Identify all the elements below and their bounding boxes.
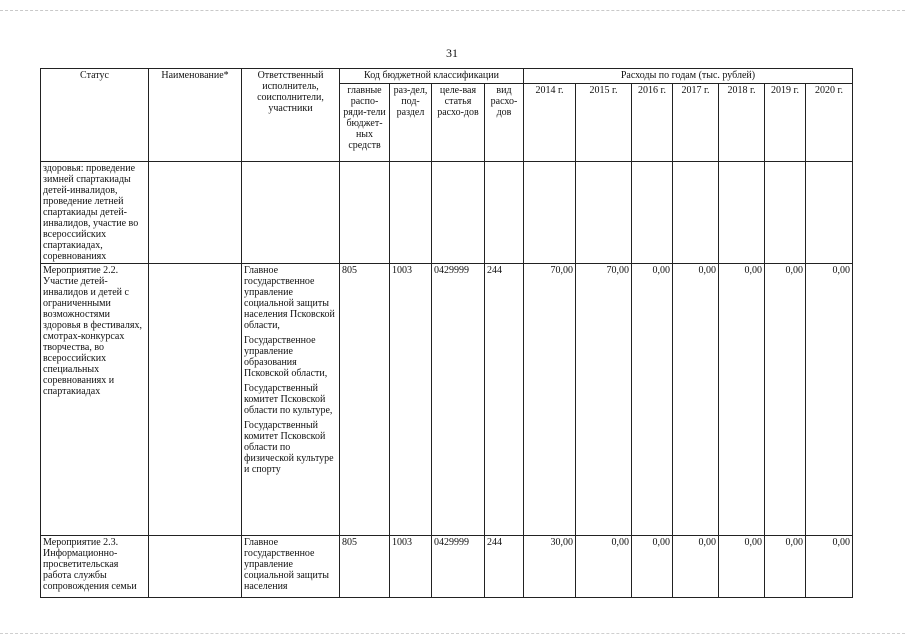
cell-value [576,162,632,264]
executor-entry: Главное государственное управление социальной защиты населения Псковской области, [244,265,335,331]
cell-value: 70,00 [524,264,576,536]
cell-name [149,536,242,598]
cell-value [806,162,853,264]
cell-value: 0,00 [719,264,765,536]
table-row [41,162,853,264]
cell-grbs: 805 [340,536,390,598]
cell-value: 0,00 [806,536,853,598]
cell-grbs [340,162,390,264]
cell-executor [242,264,340,536]
cell-value: 0,00 [632,264,673,536]
header-vr: вид расхо-дов [485,84,524,162]
cell-grbs: 805 [340,264,390,536]
header-year: 2014 г. [524,84,576,162]
cell-status: Мероприятие 2.2. Участие детей-инвалидов и детей с ограниченными возможностями здоровья в фестивалях, смотрах-конкурсах творчества, во всероссийских специальных соревнованиях и спартакиадах [41,264,149,536]
cell-rzpr: 1003 [390,264,432,536]
header-year: 2020 г. [806,84,853,162]
cell-value: 0,00 [765,536,806,598]
cell-value: 0,00 [673,536,719,598]
cell-value: 0,00 [719,536,765,598]
cell-value: 0,00 [806,264,853,536]
cell-value: 0,00 [673,264,719,536]
cell-vr: 244 [485,536,524,598]
header-executor: Ответственный исполнитель, соисполнители, участники [242,69,340,162]
page-number: 31 [446,46,458,60]
header-status: Статус [41,69,149,162]
header-year: 2017 г. [673,84,719,162]
header-csr: целе-вая статья расхо-дов [432,84,485,162]
executor-entry: Государственный комитет Псковской области по физической культуре и спорту [244,420,334,475]
cell-executor [242,536,340,598]
cell-value: 70,00 [576,264,632,536]
scan-top-edge [0,10,905,11]
cell-executor [242,162,340,264]
header-budget-classification: Код бюджетной классификации [340,69,524,84]
cell-value [524,162,576,264]
executor-entry: Государственный комитет Псковской области по культуре, [244,383,333,416]
table-row [41,536,853,598]
table-row [41,264,853,536]
cell-csr: 0429999 [432,264,485,536]
cell-vr: 244 [485,264,524,536]
header-year: 2016 г. [632,84,673,162]
header-expenses-by-year: Расходы по годам (тыс. рублей) [524,69,853,84]
header-rzpr: раз-дел, под-раздел [390,84,432,162]
cell-name [149,162,242,264]
header-year: 2015 г. [576,84,632,162]
cell-name [149,264,242,536]
header-year: 2019 г. [765,84,806,162]
cell-value [765,162,806,264]
cell-value [719,162,765,264]
cell-value: 0,00 [765,264,806,536]
scan-bottom-edge [0,633,905,634]
cell-value: 0,00 [632,536,673,598]
cell-value [673,162,719,264]
cell-status: здоровья: проведение зимней спартакиады детей-инвалидов, проведение летней спартакиады детей-инвалидов, участие во всероссийских спартакиадах, соревнованиях [41,162,149,264]
header-grbs: главные распо-ряди-тели бюджет-ных средств [340,84,390,162]
cell-value: 0,00 [576,536,632,598]
cell-rzpr: 1003 [390,536,432,598]
cell-csr [432,162,485,264]
cell-status: Мероприятие 2.3. Информационно-просветительская работа службы сопровождения семьи [41,536,149,598]
executor-entry: Главное государственное управление социальной защиты населения [244,537,329,592]
budget-table [40,68,853,598]
cell-rzpr [390,162,432,264]
cell-value: 30,00 [524,536,576,598]
header-name: Наименование* [149,69,242,162]
cell-vr [485,162,524,264]
executor-entry: Государственное управление образования Псковской области, [244,335,328,379]
cell-value [632,162,673,264]
header-year: 2018 г. [719,84,765,162]
cell-csr: 0429999 [432,536,485,598]
